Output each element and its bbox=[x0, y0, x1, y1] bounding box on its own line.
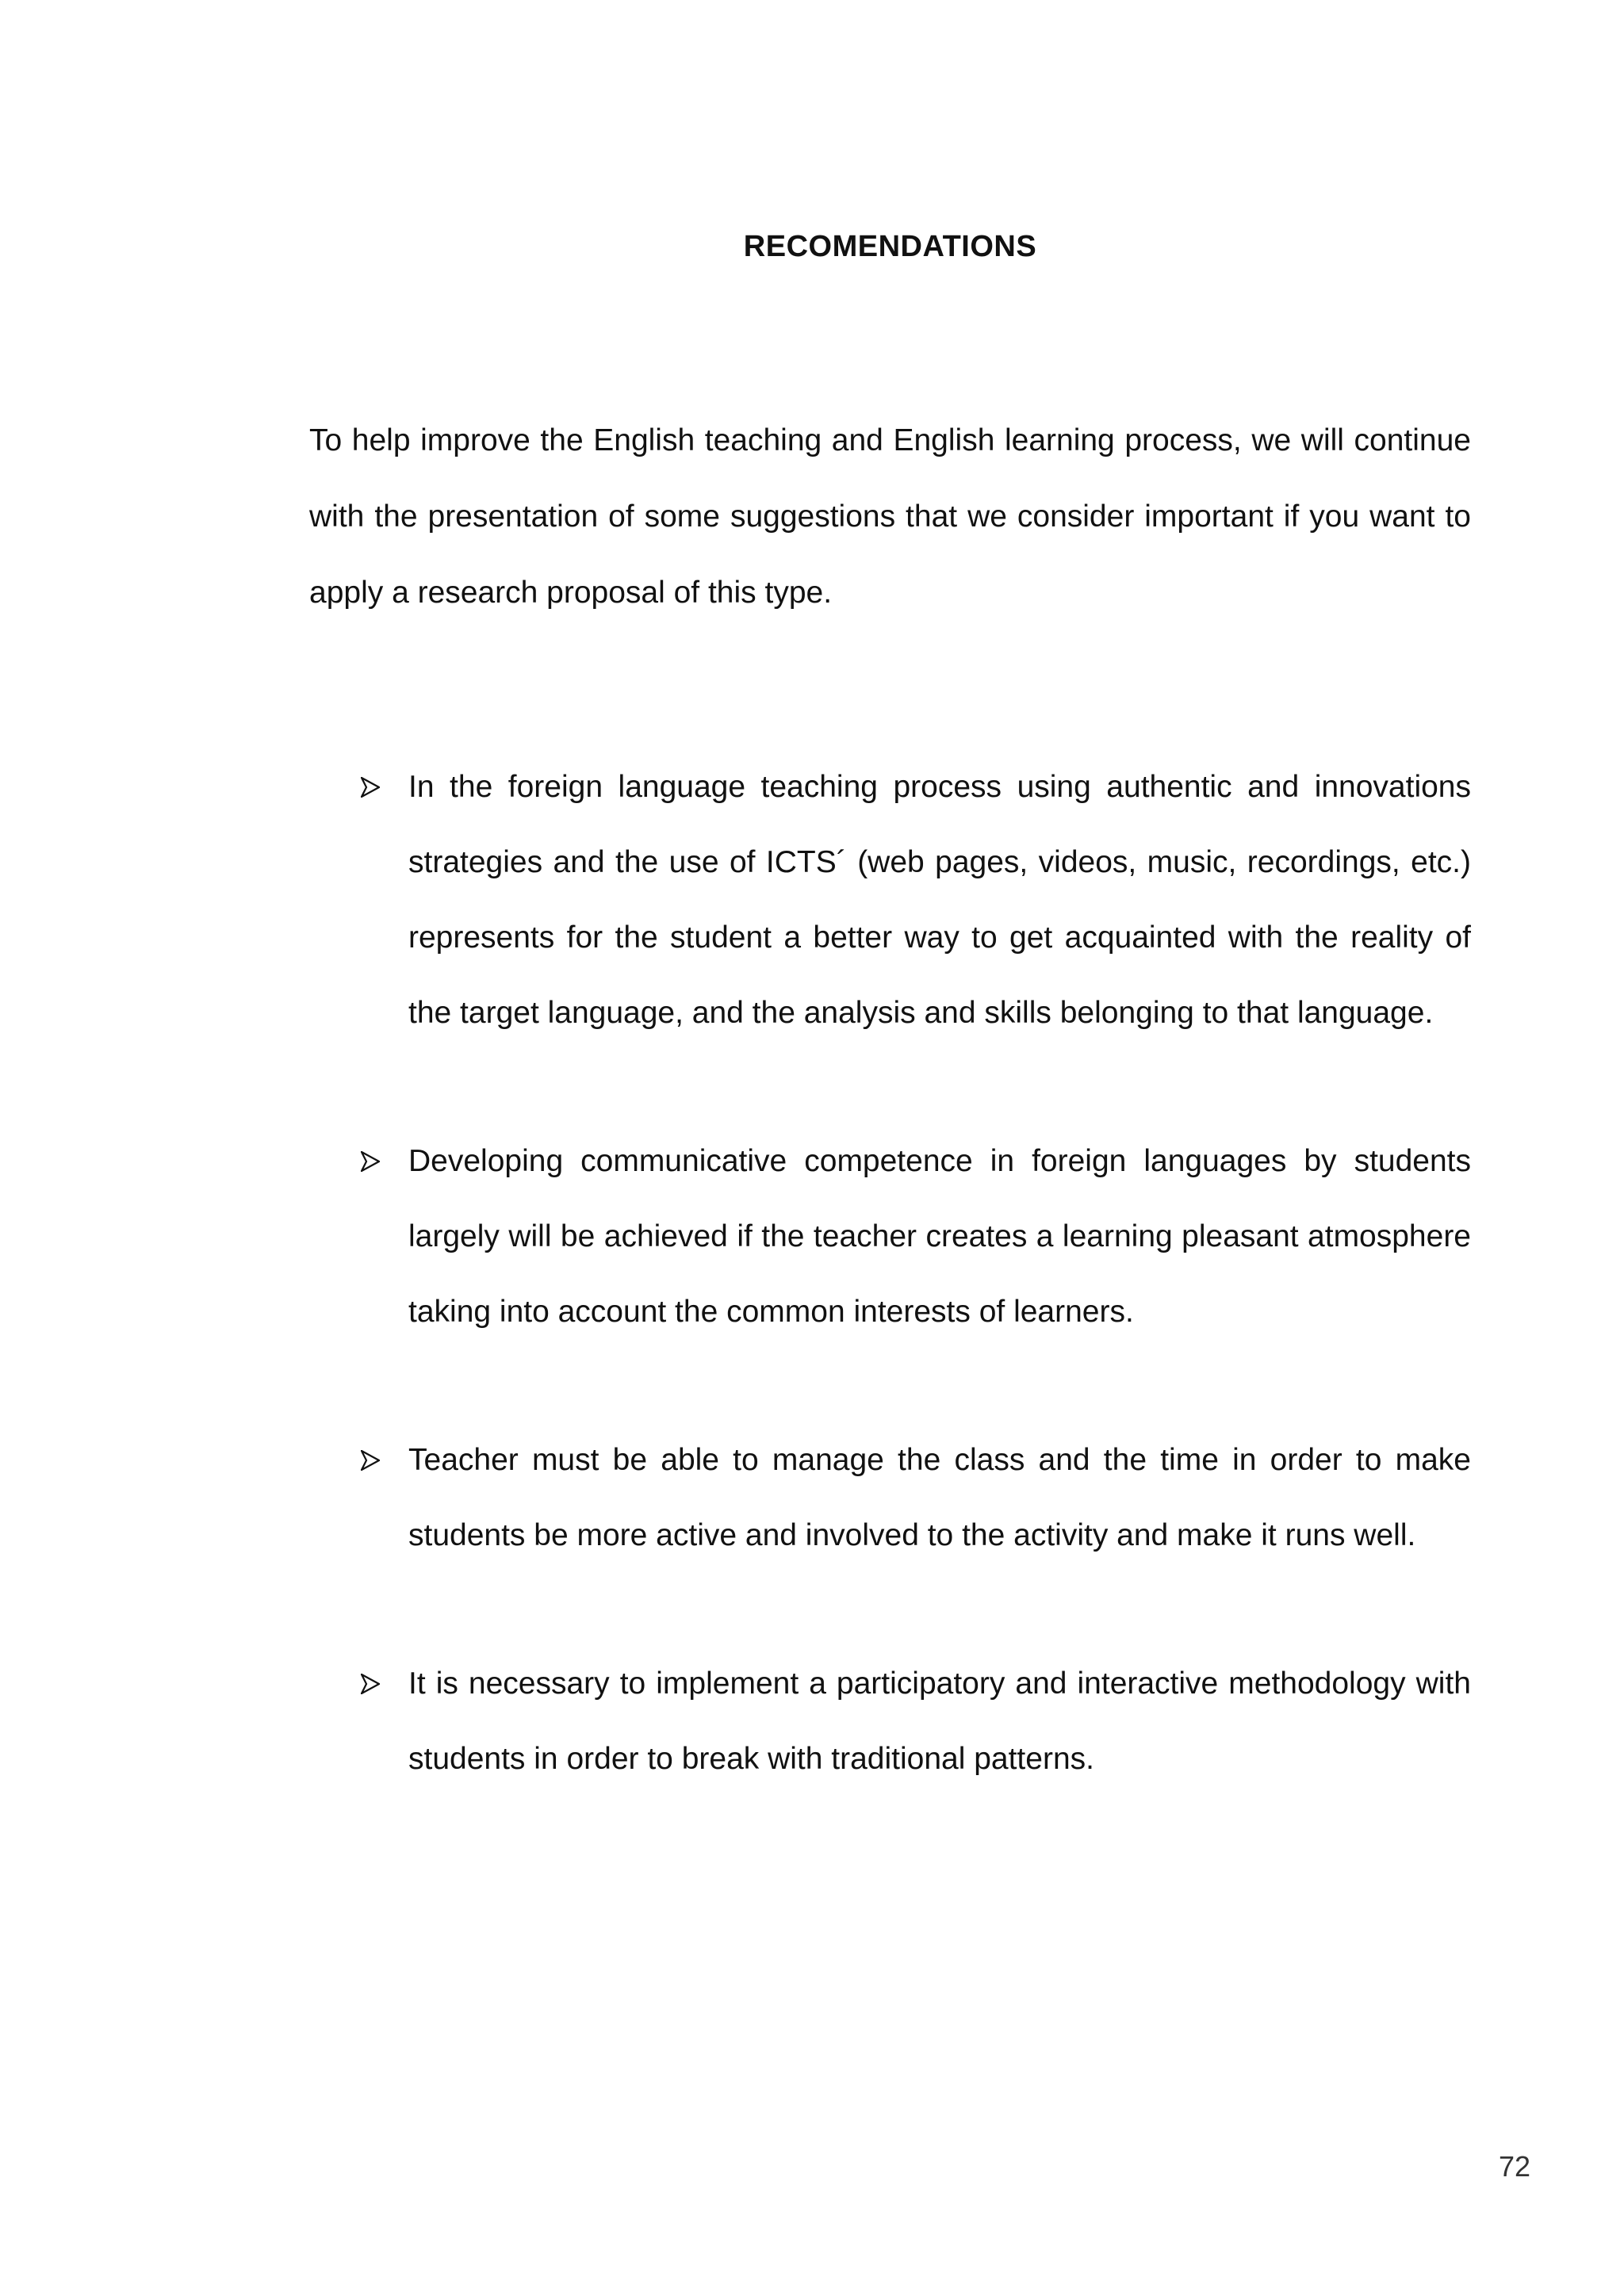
arrowhead-bullet-icon bbox=[361, 749, 383, 825]
list-item bbox=[361, 1123, 1471, 1349]
section-heading: RECOMENDATIONS bbox=[743, 230, 1037, 263]
page-number: 72 bbox=[1499, 2150, 1531, 2183]
list-item-text: In the foreign language teaching process using authentic and innovations strategies and the use of ICTS´ (web pages, videos, music, recordings, etc.) represents for the student a better way to get acquainted with the reality of the target language, and the analysis and skills belonging to that language. bbox=[408, 770, 1471, 1030]
arrowhead-bullet-icon bbox=[361, 1123, 383, 1199]
list-item-text: Developing communicative competence in foreign languages by students largely will be achieved if the teacher creates a learning pleasant atmosphere taking into account the common interests of learners. bbox=[408, 1144, 1471, 1329]
arrowhead-bullet-icon bbox=[361, 1422, 383, 1498]
recommendation-list bbox=[361, 749, 1471, 1797]
intro-paragraph: To help improve the English teaching and English learning process, we will continue with the presentation of some suggestions that we consider important if you want to apply a research proposal of this type. bbox=[309, 423, 1471, 610]
list-item bbox=[361, 749, 1471, 1050]
arrowhead-bullet-icon bbox=[361, 1646, 383, 1721]
list-item bbox=[361, 1646, 1471, 1797]
list-item-text: It is necessary to implement a participatory and interactive methodology with students in order to break with traditional patterns. bbox=[408, 1667, 1471, 1776]
list-item bbox=[361, 1422, 1471, 1573]
list-item-text: Teacher must be able to manage the class and the time in order to make students be more active and involved to the activity and make it runs well. bbox=[408, 1443, 1471, 1552]
